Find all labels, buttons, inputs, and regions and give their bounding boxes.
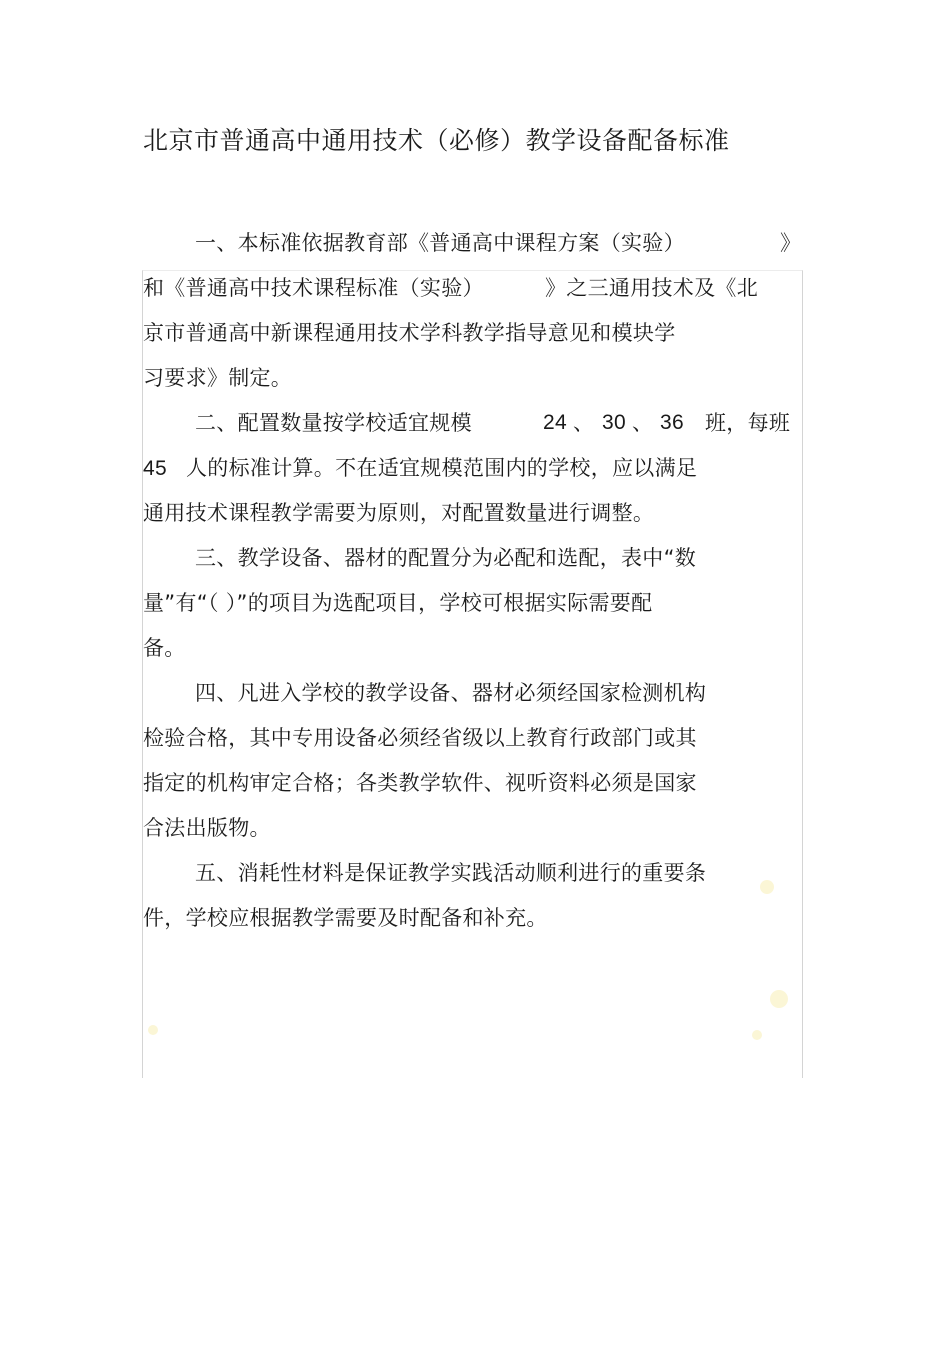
document-title: 北京市普通高中通用技术（必修）教学设备配备标准 [143,126,730,155]
section-5-line-1: 五、消耗性材料是保证教学实践活动顺利进行的重要条 [195,861,707,885]
section-4-line-1: 四、凡进入学校的教学设备、器材必须经国家检测机构 [195,681,707,705]
section-1-line-4: 习要求》制定。 [143,366,293,390]
background-speck [770,990,788,1008]
section-3-line-2: 量”有“（ ）”的项目为选配项目，学校可根据实际需要配 [143,591,653,615]
class-size-24: 24 [543,411,567,434]
section-1-text: 一、本标准依据教育部《普通高中课程方案（实验） [195,231,685,255]
section-4-line-4: 合法出版物。 [143,816,271,840]
section-2-line-2 [143,453,698,484]
section-4-line-3: 指定的机构审定合格；各类教学软件、视听资料必须是国家 [143,771,697,795]
class-size-36: 36 [660,411,684,434]
section-1-text: 和《普通高中技术课程标准（实验） [143,276,484,300]
section-2-text: 二、配置数量按学校适宜规模 [195,411,472,435]
closing-bracket: 》 [780,231,802,255]
students-per-class: 45 [143,457,167,480]
section-2-text: 人的标准计算。不在适宜规模范围内的学校，应以满足 [186,456,698,480]
class-size-30: 30 [602,411,626,434]
separator: 、 [632,411,654,435]
section-2-text: 班，每班 [705,411,791,435]
background-speck [752,1030,762,1040]
section-2-line-3: 通用技术课程教学需要为原则，对配置数量进行调整。 [143,501,655,525]
section-1-line-2 [143,273,758,303]
section-1-line-3: 京市普通高中新课程通用技术学科教学指导意见和模块学 [143,321,676,345]
separator: 、 [573,411,595,435]
section-2-line-1 [195,408,791,438]
section-4-line-2: 检验合格，其中专用设备必须经省级以上教育行政部门或其 [143,726,697,750]
section-1-line-1 [195,228,802,258]
section-1-text: 》之三通用技术及《北 [545,276,758,300]
section-3-line-1: 三、教学设备、器材的配置分为必配和选配，表中“数 [195,546,697,570]
background-speck [760,880,774,894]
section-5-line-2: 件，学校应根据教学需要及时配备和补充。 [143,906,548,930]
background-speck [148,1025,158,1035]
section-3-line-3: 备。 [143,636,186,660]
